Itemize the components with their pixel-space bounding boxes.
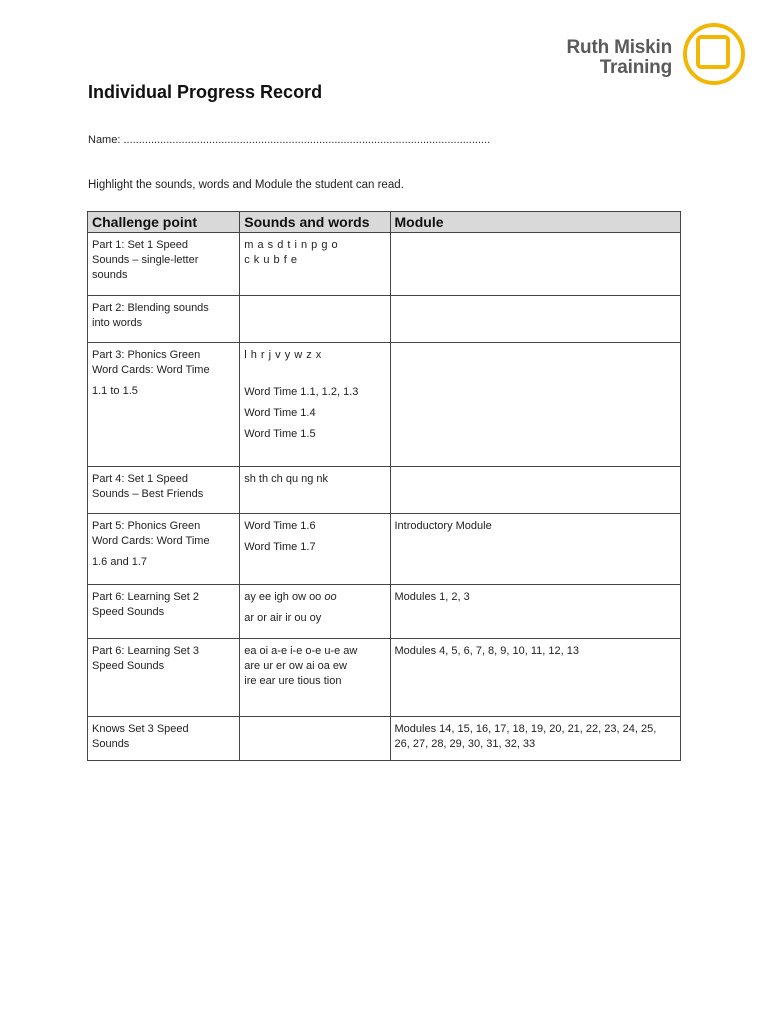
table-row (88, 296, 681, 343)
challenge-cell (88, 514, 240, 585)
logo-text (567, 38, 672, 78)
challenge-cell (88, 233, 240, 296)
challenge-cell (88, 343, 240, 467)
module-text: 26, 27, 28, 29, 30, 31, 32, 33 (394, 738, 536, 750)
challenge-text: Word Cards: Word Time (92, 535, 210, 547)
sounds-cell (240, 585, 390, 639)
challenge-text: Sounds – single-letter (92, 254, 199, 266)
module-cell (390, 717, 681, 761)
sounds-text: Word Time 1.4 (244, 407, 316, 419)
sounds-text: c k u b f e (244, 254, 298, 266)
challenge-text: Part 5: Phonics Green (92, 520, 201, 532)
sounds-text: are ur er ow ai oa ew (244, 660, 347, 672)
module-cell: Modules 4, 5, 6, 7, 8, 9, 10, 11, 12, 13 (390, 639, 681, 717)
sounds-text: Word Time 1.5 (244, 428, 316, 440)
challenge-text: Part 1: Set 1 Speed (92, 239, 189, 251)
instructions-text: Highlight the sounds, words and Module the student can read. (88, 179, 404, 191)
header-module: Module (390, 212, 681, 233)
sounds-cell (240, 639, 390, 717)
table-row (88, 585, 681, 639)
sounds-text: Word Time 1.1, 1.2, 1.3 (244, 386, 359, 398)
table-row (88, 343, 681, 467)
logo-line-1: Ruth Miskin (566, 37, 672, 58)
sounds-text: ire ear ure tious tion (244, 675, 342, 687)
challenge-text: 1.6 and 1.7 (92, 556, 148, 568)
table-row (88, 233, 681, 296)
sounds-cell (240, 514, 390, 585)
logo-line-2: Training (599, 57, 672, 78)
module-cell (390, 343, 681, 467)
sounds-text-italic: oo (324, 591, 337, 603)
ruth-miskin-training-logo (556, 22, 746, 84)
table-row (88, 467, 681, 514)
module-cell (390, 233, 681, 296)
table-header-row (88, 212, 681, 233)
sounds-text: m a s d t i n p g o (244, 239, 339, 251)
sounds-text: ar or air ir ou oy (244, 612, 322, 624)
sounds-cell (240, 233, 390, 296)
sounds-text: l h r j v y w z x (244, 349, 322, 361)
logo-circle-square-icon (678, 22, 746, 86)
sounds-cell (240, 467, 390, 514)
challenge-text: into words (92, 317, 143, 329)
sounds-text (244, 590, 385, 605)
sounds-cell (240, 343, 390, 467)
table-row (88, 514, 681, 585)
challenge-text: Sounds (92, 738, 130, 750)
challenge-text: Sounds – Best Friends (92, 488, 204, 500)
header-sounds-and-words: Sounds and words (240, 212, 390, 233)
challenge-text: Speed Sounds (92, 606, 165, 618)
challenge-text: Word Cards: Word Time (92, 364, 210, 376)
challenge-cell (88, 467, 240, 514)
challenge-text: Knows Set 3 Speed (92, 723, 189, 735)
challenge-text: Speed Sounds (92, 660, 165, 672)
challenge-cell (88, 717, 240, 761)
challenge-text: 1.1 to 1.5 (92, 385, 138, 397)
challenge-text: Part 6: Learning Set 2 (92, 591, 200, 603)
module-cell: Modules 1, 2, 3 (390, 585, 681, 639)
challenge-text: Part 3: Phonics Green (92, 349, 201, 361)
challenge-text: Part 2: Blending sounds (92, 302, 209, 314)
challenge-text: Part 4: Set 1 Speed (92, 473, 189, 485)
sounds-cell (240, 296, 390, 343)
sounds-text: Word Time 1.6 (244, 520, 316, 532)
page-title: Individual Progress Record (88, 82, 323, 102)
header-challenge-point: Challenge point (88, 212, 240, 233)
challenge-cell (88, 585, 240, 639)
challenge-text: sounds (92, 269, 128, 281)
table-row (88, 639, 681, 717)
table-row (88, 717, 681, 761)
module-text: Modules 14, 15, 16, 17, 18, 19, 20, 21, 22, 23, 24, 25, (394, 723, 657, 735)
challenge-text: Part 6: Learning Set 3 (92, 645, 200, 657)
progress-table (87, 211, 681, 761)
sounds-text: Word Time 1.7 (244, 541, 316, 553)
module-cell (390, 467, 681, 514)
sounds-cell (240, 717, 390, 761)
sounds-text: ea oi a-e i-e o-e u-e aw (244, 645, 358, 657)
challenge-cell (88, 296, 240, 343)
sounds-text-part: ay ee igh ow oo (244, 591, 322, 603)
name-field-line: Name: ........................................................................................................................ (88, 134, 491, 146)
module-cell: Introductory Module (390, 514, 681, 585)
challenge-cell (88, 639, 240, 717)
module-cell (390, 296, 681, 343)
sounds-text: sh th ch qu ng nk (244, 473, 329, 485)
